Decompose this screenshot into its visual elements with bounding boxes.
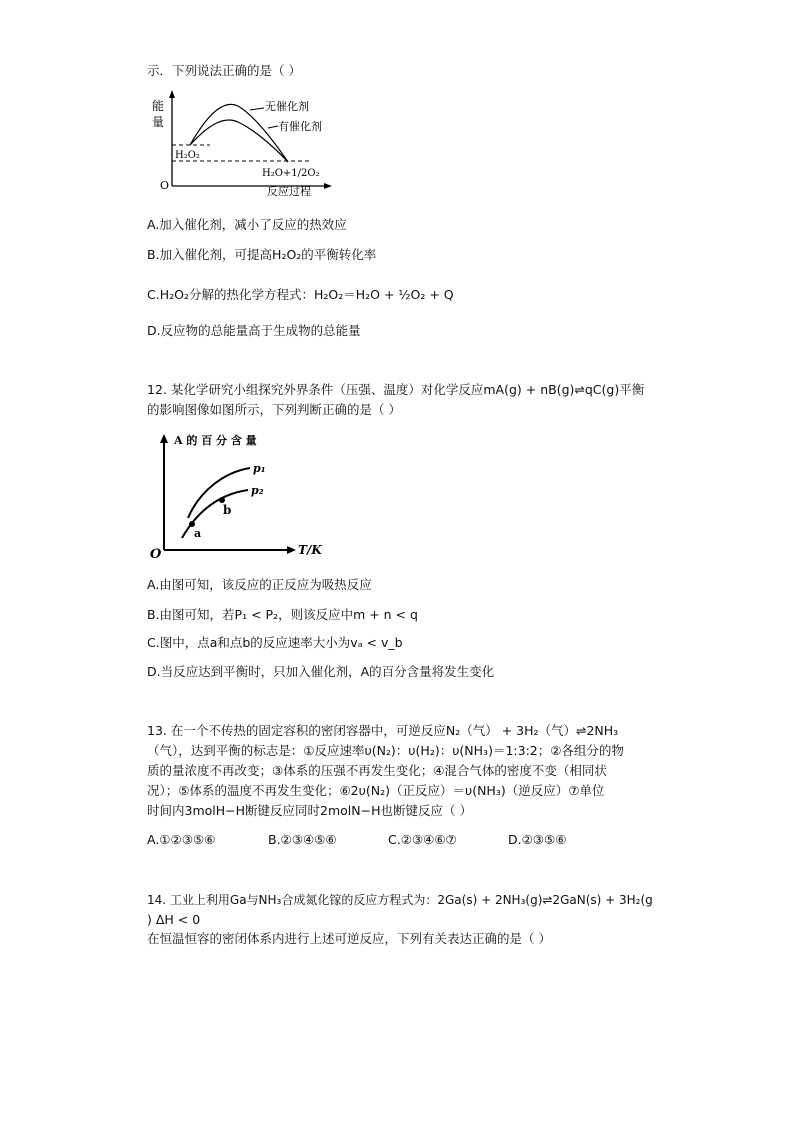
q11-energy-diagram — [150, 88, 350, 198]
leader-1 — [250, 108, 264, 110]
point-a-label: a — [194, 527, 202, 540]
q14-line-2: ) ΔH < 0 — [147, 912, 201, 927]
q12-option-c: C.图中，点a和点b的反应速率大小为vₐ < v_b — [147, 635, 403, 650]
q12-option-a: A.由图可知，该反应的正反应为吸热反应 — [147, 577, 372, 592]
q11-intro: 示．下列说法正确的是（ ） — [147, 63, 301, 78]
y-axis-arrow — [160, 434, 168, 443]
reactant-label: H₂O₂ — [175, 150, 200, 161]
q13-line-1: 13. 在一个不传热的固定容积的密闭容器中，可逆反应N₂（气） + 3H₂（气）⇌2NH₃ — [147, 723, 619, 738]
q11-option-c: C.H₂O₂分解的热化学方程式：H₂O₂＝H₂O + ½O₂ + Q — [147, 287, 454, 302]
x-label: T/K — [298, 543, 322, 557]
origin-label: O — [150, 547, 162, 560]
q13-line-2: （气），达到平衡的标志是：①反应速率υ(N₂)：υ(H₂)：υ(NH₃)＝1:3:2；②各组分的物 — [147, 743, 624, 758]
p1-label: p₁ — [253, 462, 266, 475]
q12-stem-2: 的影响图像如图所示，下列判断正确的是（ ） — [147, 402, 401, 417]
curve-no-catalyst — [190, 104, 288, 162]
y-label-1: 能 — [152, 99, 165, 113]
product-label: H₂O+1/2O₂ — [262, 168, 320, 179]
q11-option-d: D.反应物的总能量高于生成物的总能量 — [147, 323, 361, 338]
q11-option-b: B.加入催化剂，可提高H₂O₂的平衡转化率 — [147, 247, 377, 262]
point-b-label: b — [223, 503, 232, 517]
q13-line-4: 况）；⑤体系的温度不再发生变化；⑥2υ(N₂)（正反应）＝υ(NH₃)（逆反应）⑦单位 — [147, 783, 605, 798]
q13-option-a: A.①②③⑤⑥ — [147, 832, 216, 847]
y-label-2: 量 — [152, 115, 165, 129]
y-axis-arrow — [169, 90, 175, 98]
q13-line-3: 质的量浓度不再改变；③体系的压强不再发生变化；④混合气体的密度不变（相同状 — [147, 763, 607, 778]
q13-option-c: C.②③④⑥⑦ — [388, 832, 457, 847]
origin-label: O — [160, 179, 170, 192]
q14-line-1: 14. 工业上利用Ga与NH₃合成氮化镓的反应方程式为：2Ga(s) + 2NH₃(g)⇌2GaN(s) + 3H₂(g — [147, 893, 653, 907]
curve1-label: 无催化剂 — [265, 100, 309, 113]
q12-option-d: D.当反应达到平衡时，只加入催化剂，A的百分含量将发生变化 — [147, 664, 495, 679]
q13-option-d: D.②③⑤⑥ — [508, 832, 567, 847]
leader-2 — [268, 126, 278, 128]
y-label: A 的 百 分 含 量 — [174, 434, 257, 447]
p2-label: p₂ — [251, 484, 264, 497]
q11-option-a: A.加入催化剂，减小了反应的热效应 — [147, 217, 347, 232]
q12-percent-diagram — [150, 430, 335, 560]
q14-line-3: 在恒温恒容的密闭体系内进行上述可逆反应，下列有关表达正确的是（ ） — [147, 931, 551, 946]
x-axis-arrow — [287, 546, 296, 554]
x-axis-arrow — [324, 183, 332, 189]
q13-option-b: B.②③④⑤⑥ — [268, 832, 337, 847]
q13-line-5: 时间内3molH−H断键反应同时2molN−H也断键反应（ ） — [147, 803, 472, 818]
curve-p2 — [182, 490, 248, 538]
x-label: 反应过程 — [267, 185, 311, 198]
curve-p1 — [188, 468, 250, 518]
q12-stem-1: 12. 某化学研究小组探究外界条件（压强、温度）对化学反应mA(g) + nB(g)⇌qC(g)平衡 — [147, 382, 645, 397]
q12-option-b: B.由图可知，若P₁ < P₂，则该反应中m + n < q — [147, 607, 418, 622]
curve2-label: 有催化剂 — [278, 120, 322, 133]
